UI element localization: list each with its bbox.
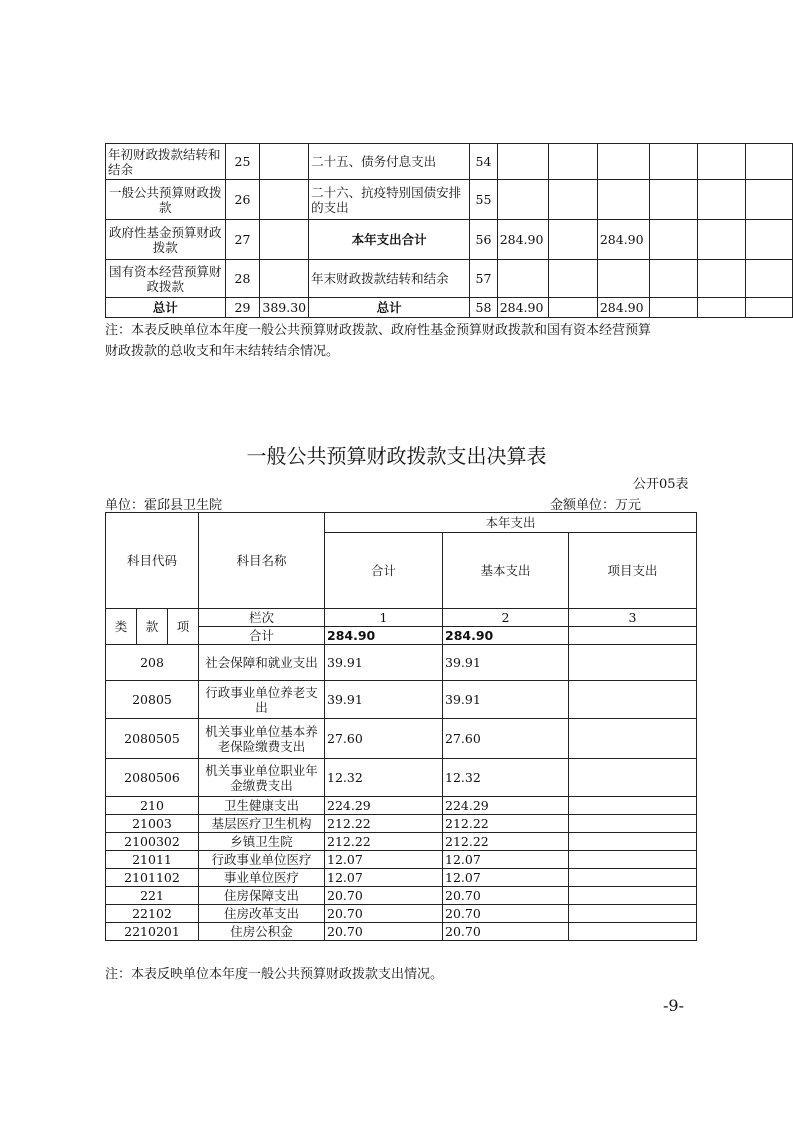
- amount-total: 39.91: [325, 681, 443, 719]
- table-row: [106, 797, 697, 815]
- amount-col-5: [697, 144, 745, 180]
- amount-col-3: [597, 180, 649, 220]
- amount-project: [569, 759, 697, 797]
- right-line-no: 58: [470, 298, 497, 318]
- col-no-1: 1: [325, 609, 443, 627]
- amount-col-4: [649, 220, 697, 260]
- amount-basic: 27.60: [443, 719, 569, 759]
- amount-project: [569, 923, 697, 941]
- amount-total: 12.07: [325, 869, 443, 887]
- amount-total: 20.70: [325, 905, 443, 923]
- amount-project: [569, 905, 697, 923]
- subject-code: 208: [106, 645, 199, 681]
- unit-label: 单位：霍邱县卫生院: [105, 498, 223, 513]
- summary-row: [106, 298, 793, 318]
- subject-name: 乡镇卫生院: [199, 833, 325, 851]
- amount-total: 12.32: [325, 759, 443, 797]
- amount-col-1: [497, 260, 549, 298]
- header-xiang: 项: [168, 609, 199, 645]
- subject-name: 行政事业单位医疗: [199, 851, 325, 869]
- amount-basic: 12.07: [443, 869, 569, 887]
- subject-code: 21003: [106, 815, 199, 833]
- table-row: [106, 869, 697, 887]
- subject-name: 基层医疗卫生机构: [199, 815, 325, 833]
- amount-col-1: [497, 180, 549, 220]
- form-number: 公开05表: [633, 477, 689, 492]
- table-row: [106, 905, 697, 923]
- amount-project: [569, 851, 697, 869]
- left-item-label: 总计: [106, 298, 226, 318]
- amount-col-3: [597, 144, 649, 180]
- amount-project: [569, 887, 697, 905]
- left-line-no: 27: [225, 220, 260, 260]
- amount-unit-label: 金额单位：万元: [550, 498, 642, 513]
- amount-col-3: [597, 260, 649, 298]
- amount-project: [569, 869, 697, 887]
- summary-row: [106, 260, 793, 298]
- amount-col-5: [697, 220, 745, 260]
- table-row: [106, 887, 697, 905]
- amount-total: 212.22: [325, 833, 443, 851]
- amount-col-3: 284.90: [597, 298, 649, 318]
- right-line-no: 54: [470, 144, 497, 180]
- right-line-no: 57: [470, 260, 497, 298]
- amount-col-5: [697, 180, 745, 220]
- amount-project: [569, 797, 697, 815]
- amount-col-1: 284.90: [497, 298, 549, 318]
- amount-col-6: [746, 180, 793, 220]
- left-line-no: 28: [225, 260, 260, 298]
- note-line-1: 注：本表反映单位本年度一般公共预算财政拨款、政府性基金预算财政拨款和国有资本经营预算: [105, 323, 652, 338]
- amount-basic: 224.29: [443, 797, 569, 815]
- amount-col-4: [649, 298, 697, 318]
- subject-code: 2210201: [106, 923, 199, 941]
- left-amount: [260, 180, 309, 220]
- table-row: [106, 815, 697, 833]
- amount-basic: 39.91: [443, 645, 569, 681]
- table-row: [106, 719, 697, 759]
- right-item-label: 二十五、债务付息支出: [309, 144, 470, 180]
- sum-project: [569, 627, 697, 645]
- amount-col-4: [649, 144, 697, 180]
- amount-basic: 20.70: [443, 905, 569, 923]
- amount-col-6: [746, 260, 793, 298]
- amount-basic: 39.91: [443, 681, 569, 719]
- subject-name: 住房改革支出: [199, 905, 325, 923]
- left-line-no: 25: [225, 144, 260, 180]
- sum-total: 284.90: [325, 627, 443, 645]
- amount-col-4: [649, 260, 697, 298]
- table-row: [106, 833, 697, 851]
- left-item-label: 国有资本经营预算财政拨款: [106, 260, 226, 298]
- page-title: 一般公共预算财政拨款支出决算表: [246, 444, 547, 468]
- amount-col-3: 284.90: [597, 220, 649, 260]
- amount-total: 20.70: [325, 887, 443, 905]
- amount-project: [569, 833, 697, 851]
- subject-name: 事业单位医疗: [199, 869, 325, 887]
- amount-total: 20.70: [325, 923, 443, 941]
- subject-name: 住房保障支出: [199, 887, 325, 905]
- amount-col-5: [697, 298, 745, 318]
- left-line-no: 29: [225, 298, 260, 318]
- subject-code: 22102: [106, 905, 199, 923]
- header-lei: 类: [106, 609, 137, 645]
- subject-code: 2100302: [106, 833, 199, 851]
- amount-basic: 12.32: [443, 759, 569, 797]
- amount-basic: 20.70: [443, 923, 569, 941]
- amount-basic: 212.22: [443, 815, 569, 833]
- amount-total: 224.29: [325, 797, 443, 815]
- amount-basic: 20.70: [443, 887, 569, 905]
- amount-col-2: [549, 144, 597, 180]
- subject-code: 20805: [106, 681, 199, 719]
- sum-basic: 284.90: [443, 627, 569, 645]
- amount-col-1: [497, 144, 549, 180]
- left-amount: [260, 260, 309, 298]
- amount-col-2: [549, 260, 597, 298]
- amount-col-5: [697, 260, 745, 298]
- sum-label: 合计: [199, 627, 325, 645]
- subject-name: 机关事业单位基本养老保险缴费支出: [199, 719, 325, 759]
- amount-col-2: [549, 220, 597, 260]
- left-item-label: 一般公共预算财政拨款: [106, 180, 226, 220]
- summary-row: [106, 144, 793, 180]
- amount-col-6: [746, 298, 793, 318]
- amount-total: 212.22: [325, 815, 443, 833]
- subject-code: 2080505: [106, 719, 199, 759]
- header-basic: 基本支出: [443, 533, 569, 609]
- subject-code: 2080506: [106, 759, 199, 797]
- header-total: 合计: [325, 533, 443, 609]
- amount-col-1: 284.90: [497, 220, 549, 260]
- subject-code: 2101102: [106, 869, 199, 887]
- income-expense-summary-table: [105, 143, 793, 318]
- subject-code: 21011: [106, 851, 199, 869]
- table-row: [106, 645, 697, 681]
- right-line-no: 55: [470, 180, 497, 220]
- table-row: [106, 759, 697, 797]
- amount-col-6: [746, 220, 793, 260]
- amount-project: [569, 815, 697, 833]
- table-row: [106, 851, 697, 869]
- right-item-label: 本年支出合计: [309, 220, 470, 260]
- right-line-no: 56: [470, 220, 497, 260]
- amount-total: 39.91: [325, 645, 443, 681]
- header-column-no: 栏次: [199, 609, 325, 627]
- left-amount: 389.30: [260, 298, 309, 318]
- general-budget-expenditure-table: [105, 512, 697, 941]
- amount-col-6: [746, 144, 793, 180]
- amount-project: [569, 719, 697, 759]
- amount-col-2: [549, 180, 597, 220]
- header-year-expenditure: 本年支出: [325, 513, 697, 533]
- left-item-label: 年初财政拨款结转和结余: [106, 144, 226, 180]
- table-row: [106, 681, 697, 719]
- amount-col-2: [549, 298, 597, 318]
- amount-col-4: [649, 180, 697, 220]
- left-line-no: 26: [225, 180, 260, 220]
- subject-name: 社会保障和就业支出: [199, 645, 325, 681]
- right-item-label: 二十六、抗疫特别国债安排的支出: [309, 180, 470, 220]
- left-amount: [260, 144, 309, 180]
- subject-code: 210: [106, 797, 199, 815]
- right-item-label: 总计: [309, 298, 470, 318]
- amount-project: [569, 681, 697, 719]
- header-kuan: 款: [137, 609, 168, 645]
- amount-project: [569, 645, 697, 681]
- top-table-note: [105, 320, 745, 362]
- col-no-2: 2: [443, 609, 569, 627]
- header-project: 项目支出: [569, 533, 697, 609]
- subject-code: 221: [106, 887, 199, 905]
- table-row: [106, 923, 697, 941]
- amount-total: 12.07: [325, 851, 443, 869]
- header-code: 科目代码: [106, 513, 199, 609]
- right-item-label: 年末财政拨款结转和结余: [309, 260, 470, 298]
- amount-basic: 12.07: [443, 851, 569, 869]
- note-line-2: 财政拨款的总收支和年末结转结余情况。: [105, 344, 340, 359]
- subject-name: 住房公积金: [199, 923, 325, 941]
- col-no-3: 3: [569, 609, 697, 627]
- left-item-label: 政府性基金预算财政拨款: [106, 220, 226, 260]
- amount-basic: 212.22: [443, 833, 569, 851]
- subject-name: 行政事业单位养老支出: [199, 681, 325, 719]
- summary-row: [106, 220, 793, 260]
- page-number: -9-: [663, 996, 684, 1015]
- left-amount: [260, 220, 309, 260]
- bottom-table-note: 注：本表反映单位本年度一般公共预算财政拨款支出情况。: [105, 967, 444, 982]
- amount-total: 27.60: [325, 719, 443, 759]
- header-name: 科目名称: [199, 513, 325, 609]
- subject-name: 卫生健康支出: [199, 797, 325, 815]
- summary-row: [106, 180, 793, 220]
- subject-name: 机关事业单位职业年金缴费支出: [199, 759, 325, 797]
